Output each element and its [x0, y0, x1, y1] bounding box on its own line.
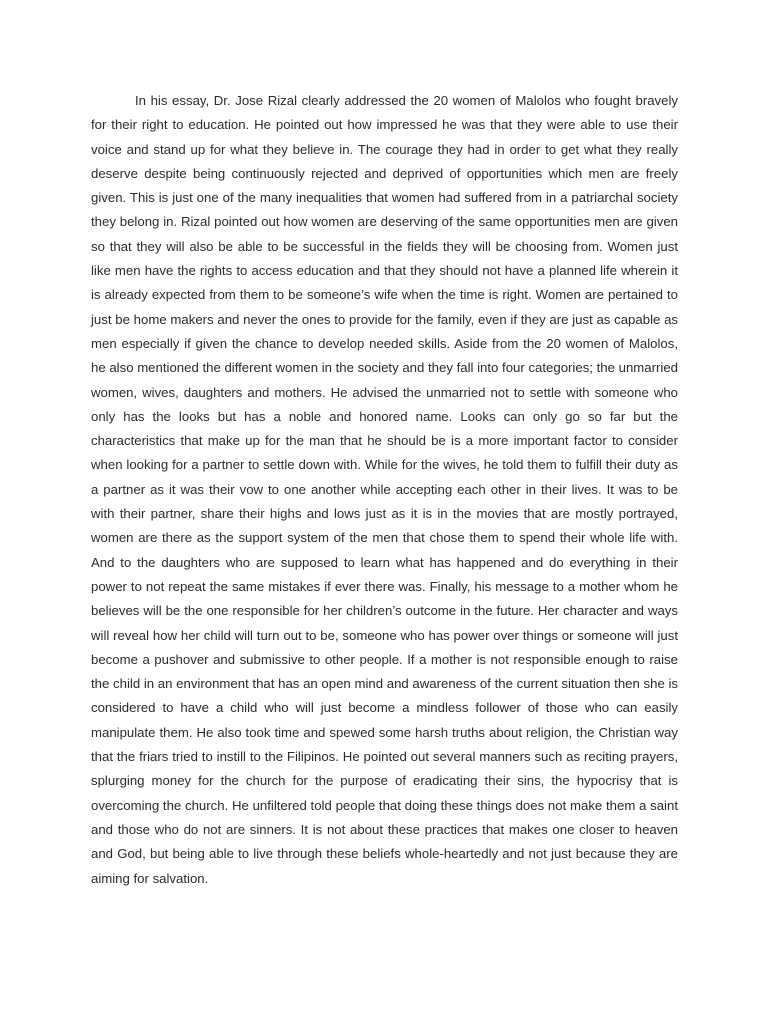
essay-paragraph: In his essay, Dr. Jose Rizal clearly addressed the 20 women of Malolos who fought bravely for their right to education. He pointed out how impressed he was that they were able to use their voice and stand up for what they believe in. The courage they had in order to get what they really deserve despite being continuously rejected and deprived of opportunities which men are freely given. This is just one of the many inequalities that women had suffered from in a patriarchal society they belong in. Rizal pointed out how women are deserving of the same opportunities men are given so that they will also be able to be successful in the fields they will be choosing from. Women just like men have the rights to access education and that they should not have a planned life wherein it is already expected from them to be someone’s wife when the time is right. Women are pertained to just be home makers and never the ones to provide for the family, even if they are just as capable as men especially if given the chance to develop needed skills. Aside from the 20 women of Malolos, he also mentioned the different women in the society and they fall into four categories; the unmarried women, wives, daughters and mothers. He advised the unmarried not to settle with someone who only has the looks but has a noble and honored name. Looks can only go so far but the characteristics that make up for the man that he should be is a more important factor to consider when looking for a partner to settle down with. While for the wives, he told them to fulfill their duty as a partner as it was their vow to one another while accepting each other in their lives. It was to be with their partner, share their highs and lows just as it is in the movies that are mostly portrayed, women are there as the support system of the men that chose them to spend their whole life with. And to the daughters who are supposed to learn what has happened and do everything in their power to not repeat the same mistakes if ever there was. Finally, his message to a mother whom he believes will be the one responsible for her children’s outcome in the future. Her character and ways will reveal how her child will turn out to be, someone who has power over things or someone will just become a pushover and submissive to other people. If a mother is not responsible enough to raise the child in an environment that has an open mind and awareness of the current situation then she is considered to have a child who will just become a mindless follower of those who can easily manipulate them. He also took time and spewed some harsh truths about religion, the Christian way that the friars tried to instill to the Filipinos. He pointed out several manners such as reciting prayers, splurging money for the church for the purpose of eradicating their sins, the hypocrisy that is overcoming the church. He unfiltered told people that doing these things does not make them a saint and those who do not are sinners. It is not about these practices that makes one closer to heaven and God, but being able to live through these beliefs whole-heartedly and not just because they are aiming for salvation.: [91, 93, 678, 886]
